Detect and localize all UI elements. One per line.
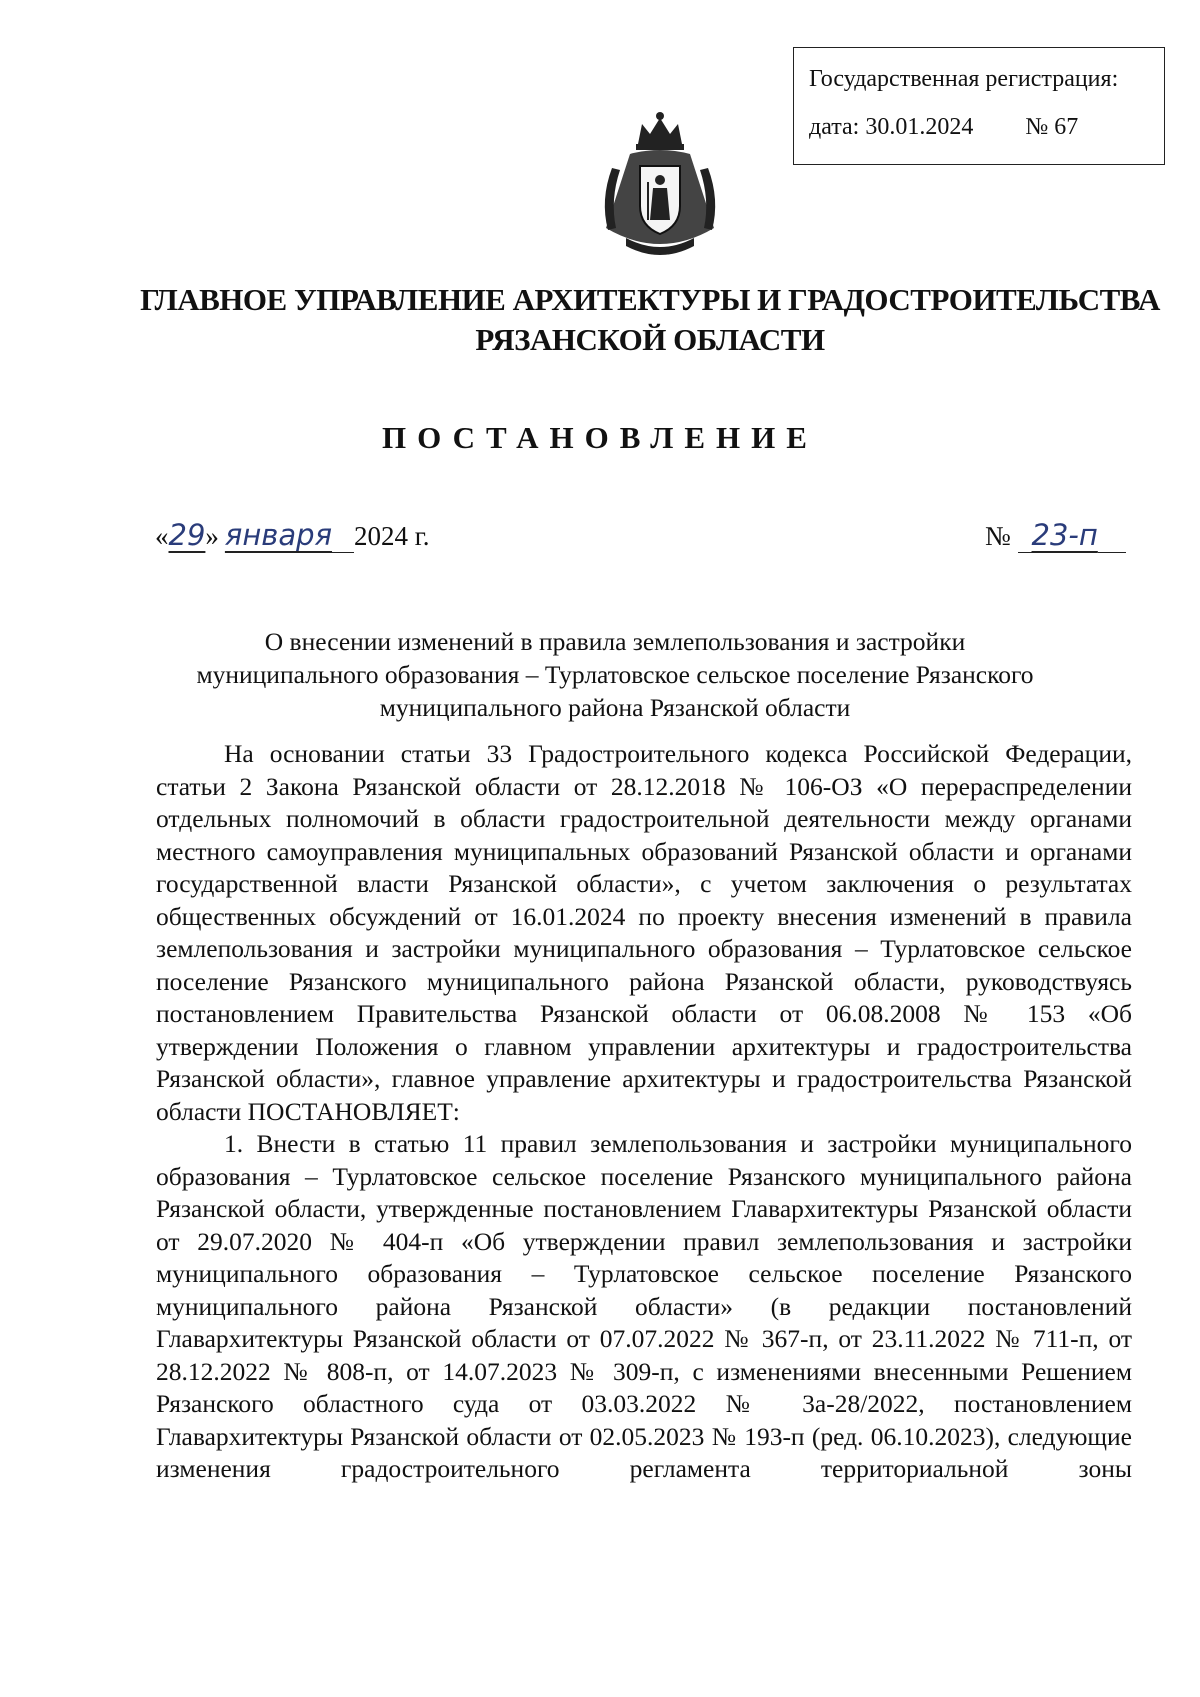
ryazan-coat-of-arms-icon: [590, 110, 730, 270]
date-blank-line: [332, 521, 354, 553]
document-subject: [150, 625, 1080, 724]
registration-number: № 67: [1025, 114, 1079, 140]
document-body: [156, 738, 1132, 1486]
organization-title-line-1: ГЛАВНОЕ УПРАВЛЕНИЕ АРХИТЕКТУРЫ И ГРАДОСТРОИТЕЛЬСТВА: [140, 282, 1160, 317]
subject-line-1: О внесении изменений в правила землепользования и застройки: [264, 627, 966, 656]
number-label: №: [985, 521, 1011, 551]
registration-date: дата: 30.01.2024: [809, 114, 974, 140]
document-date: [155, 518, 430, 553]
document-type-heading: ПОСТАНОВЛЕНИЕ: [382, 420, 818, 455]
date-year: 2024 г.: [354, 521, 430, 551]
registration-details: [809, 112, 1164, 142]
handwritten-number: 23-п: [1031, 518, 1098, 552]
date-open-quote: «: [155, 521, 169, 551]
subject-line-2: муниципального образования – Турлатовское сельское поселение Рязанского: [196, 660, 1034, 689]
body-paragraph-2: 1. Внести в статью 11 правил землепользования и застройки муниципального образования – Турлатовское сельское поселение Рязанского муниципального района Рязанской области, утвержденные постановлением Главархитектуры Рязанской области от 29.07.2020 № 404-п «Об утверждении правил землепользования и застройки муниципального образования – Турлатовское сельское поселение Рязанского муниципального района Рязанской области» (в редакции постановлений Главархитектуры Рязанской области от 07.07.2022 № 367-п, от 23.11.2022 № 711-п, от 28.12.2022 № 808-п, от 14.07.2023 № 309-п, с изменениями внесенными Решением Рязанского областного суда от 03.03.2022 № 3а-28/2022, постановлением Главархитектуры Рязанской области от 02.05.2023 № 193-п (ред. 06.10.2023), следующие изменения градостроительного регламента территориальной зоны: [156, 1129, 1132, 1483]
number-blank-line-right: [1098, 521, 1126, 553]
registration-title: Государственная регистрация:: [809, 66, 1119, 92]
handwritten-month: января: [224, 518, 333, 552]
document-number: [985, 518, 1126, 553]
subject-line-3: муниципального района Рязанской области: [379, 693, 851, 722]
number-blank-line-left: [1018, 521, 1032, 553]
organization-title-line-2: РЯЗАНСКОЙ ОБЛАСТИ: [475, 322, 825, 357]
body-paragraph-1: На основании статьи 33 Градостроительного кодекса Российской Федерации, статьи 2 Закона Рязанской области от 28.12.2018 № 106-ОЗ «О перераспределении отдельных полномочий в области градостроительной деятельности между органами местного самоуправления муниципальных образований Рязанской области и органами государственной власти Рязанской области», с учетом заключения о результатах общественных обсуждений от 16.01.2024 по проекту внесения изменений в правила землепользования и застройки муниципального образования – Турлатовское сельское поселение Рязанского муниципального района Рязанской области, руководствуясь постановлением Правительства Рязанской области от 06.08.2008 № 153 «Об утверждении Положения о главном управлении архитектуры и градостроительства Рязанской области», главное управление архитектуры и градостроительства Рязанской области ПОСТАНОВЛЯЕТ:: [156, 739, 1132, 1126]
registration-stamp: [793, 47, 1165, 165]
handwritten-day: 29: [168, 518, 206, 552]
organization-title: [120, 280, 1180, 360]
date-close-quote: »: [205, 521, 219, 551]
